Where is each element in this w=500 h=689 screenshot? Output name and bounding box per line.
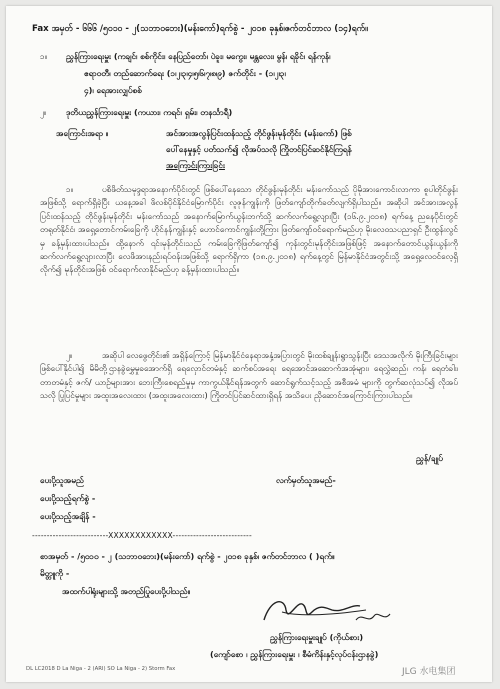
- fax-document: [6, 6, 492, 682]
- director-general-signoff: ညွှန်/ချုပ်: [416, 453, 443, 463]
- footer-filename: DL LC2018 D La Niga - 2 (ARI) SO La Niga - 2) Storm Fax: [26, 666, 176, 672]
- recipient-line-3: ၄)၊ ရေအားလျှပ်စစ်: [84, 85, 142, 95]
- signature-name-label: လက်မှတ်သူအမည်-: [276, 475, 336, 485]
- sender-number: ၂။: [40, 107, 47, 117]
- copy-reference-line: စာအမှတ် - /၅၀၁၀ - ၂ (သဘာဝဘေး)(မန်းကော်) ရက်စွဲ - ၂၀၁၈ ခုနှစ်၊ ဇက်တင်ဘာလ ( )ရက်။: [40, 551, 335, 561]
- paragraph-1-number: ၁။: [66, 184, 74, 194]
- copy-to-note: အထက်ပါရုံးများသို့ အတည်ပြုပေးပို့ပါသည်။: [62, 586, 191, 596]
- separator-line: --------------------------XXXXXXXXXXXX---------------------------: [32, 531, 252, 540]
- paragraph-1: ပစိဖိတ်သမုဒ္ဒရာအနောက်ပိုင်းတွင် ဖြစ်ပေါ်နေသော တိုင်ဖွန်းမုန်တိုင်း မန်းကော်သည် ပိုမိုအားကောင်းလာကာ စူပါတိုင်ဖွန်းအဖြစ်သို့ ရောက်ရှိခဲ့ပြီး ယနေ့အခါ ဖိလစ်ပိုင်နိုင်ငံမြောက်ပိုင်း လူဇုန်ကျွန်းကို ဖြတ်ကျော်တိုက်ခတ်လျက်ရှိပါသည်။ အဆိုပါ အင်အားအလွန်ပြင်းထန်သည့် တိုင်ဖွန်းမုန်တိုင်း မန်းကော်သည် အနောက်မြောက်ယွန်းဘက်သို့ ဆက်လက်ရွေ့လျားပြီး (၁၆.၉.၂၀၁၈) ရက်နေ့ ညနေပိုင်းတွင် တရုတ်နိုင်ငံ၊ အရှေ့တောင်ကမ်းခြေကို ဟိုင်နန်ကျွန်းနှင့် ဟောင်ကောင်ကျွန်းတို့ကြား ဖြတ်ကျော်ဝင်ရောက်မည်ဟု မိုးလေဝသပညာရှင် ဦးထွန်းလွင်မှ ခန့်မှန်းထားပါသည်။ ထို့နောက် ၎င်းမုန်တိုင်းသည် ကမ်းခြေကိုဖြတ်ကျော်၍ ကုန်းတွင်းမုန်တိုင်းအဖြစ်ဖြင့် အနောက်တောင်ယွန်းယွန်းကို ဆက်လက်ရွေ့လျားလာပြီး လေဖိအားနည်းရပ်ဝန်းအဖြစ်သို့ ရောက်ရှိကာ (၁၈.၉.၂၀၁၈) ရက်နေ့တွင် မြန်မာနိုင်ငံအတွင်းသို့ အရှေ့လေဝင်လေ့ရှိလိုက်၍ မုန်တိုင်းအဖြစ် ဝင်ရောက်လာနိုင်မည်ဟု ခန့်မှန်းထားပါသည်။: [40, 184, 458, 275]
- sender-name-label: ပေးပို့သူအမည်: [40, 475, 84, 485]
- subject-line-2: ပေါ်နေမှုနှင့် ပတ်သက်၍ လိုအပ်သလို ကြိုတင်ပြင်ဆင်နိုင်ကြရန်: [166, 144, 352, 154]
- sender-line: ဒုတိယညွှန်ကြားရေးမှူး (ကယား၊ ကရင်၊ ရှမ်း၊ တနင်္သာရီ): [66, 107, 233, 117]
- recipient-number: ၁။: [40, 51, 48, 61]
- fax-number-line: Fax အမှတ် - ၆၆၆ /၅၀၁၀ - ၂(သဘာဝဘေး)(မန်းကော်)ရက်စွဲ - ၂၀၁၈ ခုနှစ်၊ဇက်တင်ဘာလ (၁၄)ရက်။: [32, 24, 368, 34]
- paragraph-2: အဆိုပါ လေဖွေတိုင်း၏ အရှိန်ကြောင့် မြန်မာနိုင်ငံနေရာအနှံ့အပြားတွင် မိုးထစ်ချုန်းရွာသွန်းပြီး ဒေသအလိုက် မိုးကြီးခြင်းများ ဖြစ်ပေါ်နိုင်ပါ၍ မိမိတို့ဌာနခွဲမွှေမှုခအောက်ရှိ ရေလှောင်တမံနှင့် ဆက်စပ်အရေး ရေအောင်အဆောက်အအုံများ၊ ရေလွှဲဆည်၊ ကန်၊ ရေတံခါး၊ တာတမံနှင့် ဇက်/ ယာဉ်များအား ဘေးကြီးစေရည်မှုမှ ကာကွယ်နိုင်ရန်အတွက် ဆောင်ရွက်သင့်သည့် အစီအမံ များကို တွက်ဆလုံသပ်၍ လိုအပ်သလို ပြုပြင်မှုများ အထူးအလေးထား (အထူးအလေးထား) ကြိုတင်ပြင်ဆင်ထားရှိရန် အသိပေး ညှိဆောင်အကြောင်းကြားပါသည်။: [40, 350, 458, 401]
- recipient-line-1: ညွှန်ကြားရေးမှူး (ကချင်၊ စစ်ကိုင်း၊ နေပြည်တော်၊ ပဲခူး၊ မကွေး၊ မန္တလေး၊ မွန်၊ ရခိုင်၊ ရန်ကုန်၊: [66, 51, 331, 61]
- copy-to-label: မိတ္တူကို -: [40, 568, 70, 578]
- sent-time-label: ပေးပို့သည့်အချိန် -: [40, 511, 96, 521]
- handwritten-signature: [256, 590, 406, 632]
- subject-line-3: အကြောင်းကြားခြင်း: [166, 160, 225, 170]
- watermark: JLG 水电集团: [402, 667, 456, 677]
- sent-date-label: ပေးပို့သည့်ရက်စွဲ -: [40, 493, 96, 503]
- signatory-name: ညွှန်ကြားရေးမှူးချုပ် (ကိုယ်စား): [270, 632, 364, 642]
- paragraph-2-number: ၂။: [66, 350, 73, 360]
- subject-label: အကြောင်းအရာ ။: [56, 128, 109, 138]
- signatory-title: (ကျော်စော ၊ ညွှန်ကြားရေးမှူး ၊ စီမံကိန်းနှင့်လုပ်ငန်းဌာနခွဲ): [210, 649, 379, 659]
- recipient-line-2: ဧရာဝတီ၊ တည်ဆောက်ရေး (၁၊၂၊၃၊၄၊၅၊၆၊၇၊၈၊၉) ဇက်တိုင်း - (၁၊၂၊၃၊: [84, 68, 286, 78]
- subject-line-1: အင်အားအလွန်ပြင်းထန်သည့် တိုင်ဖွန်းမုန်တိုင်း (မန်းကော်) ဖြစ်: [166, 128, 352, 138]
